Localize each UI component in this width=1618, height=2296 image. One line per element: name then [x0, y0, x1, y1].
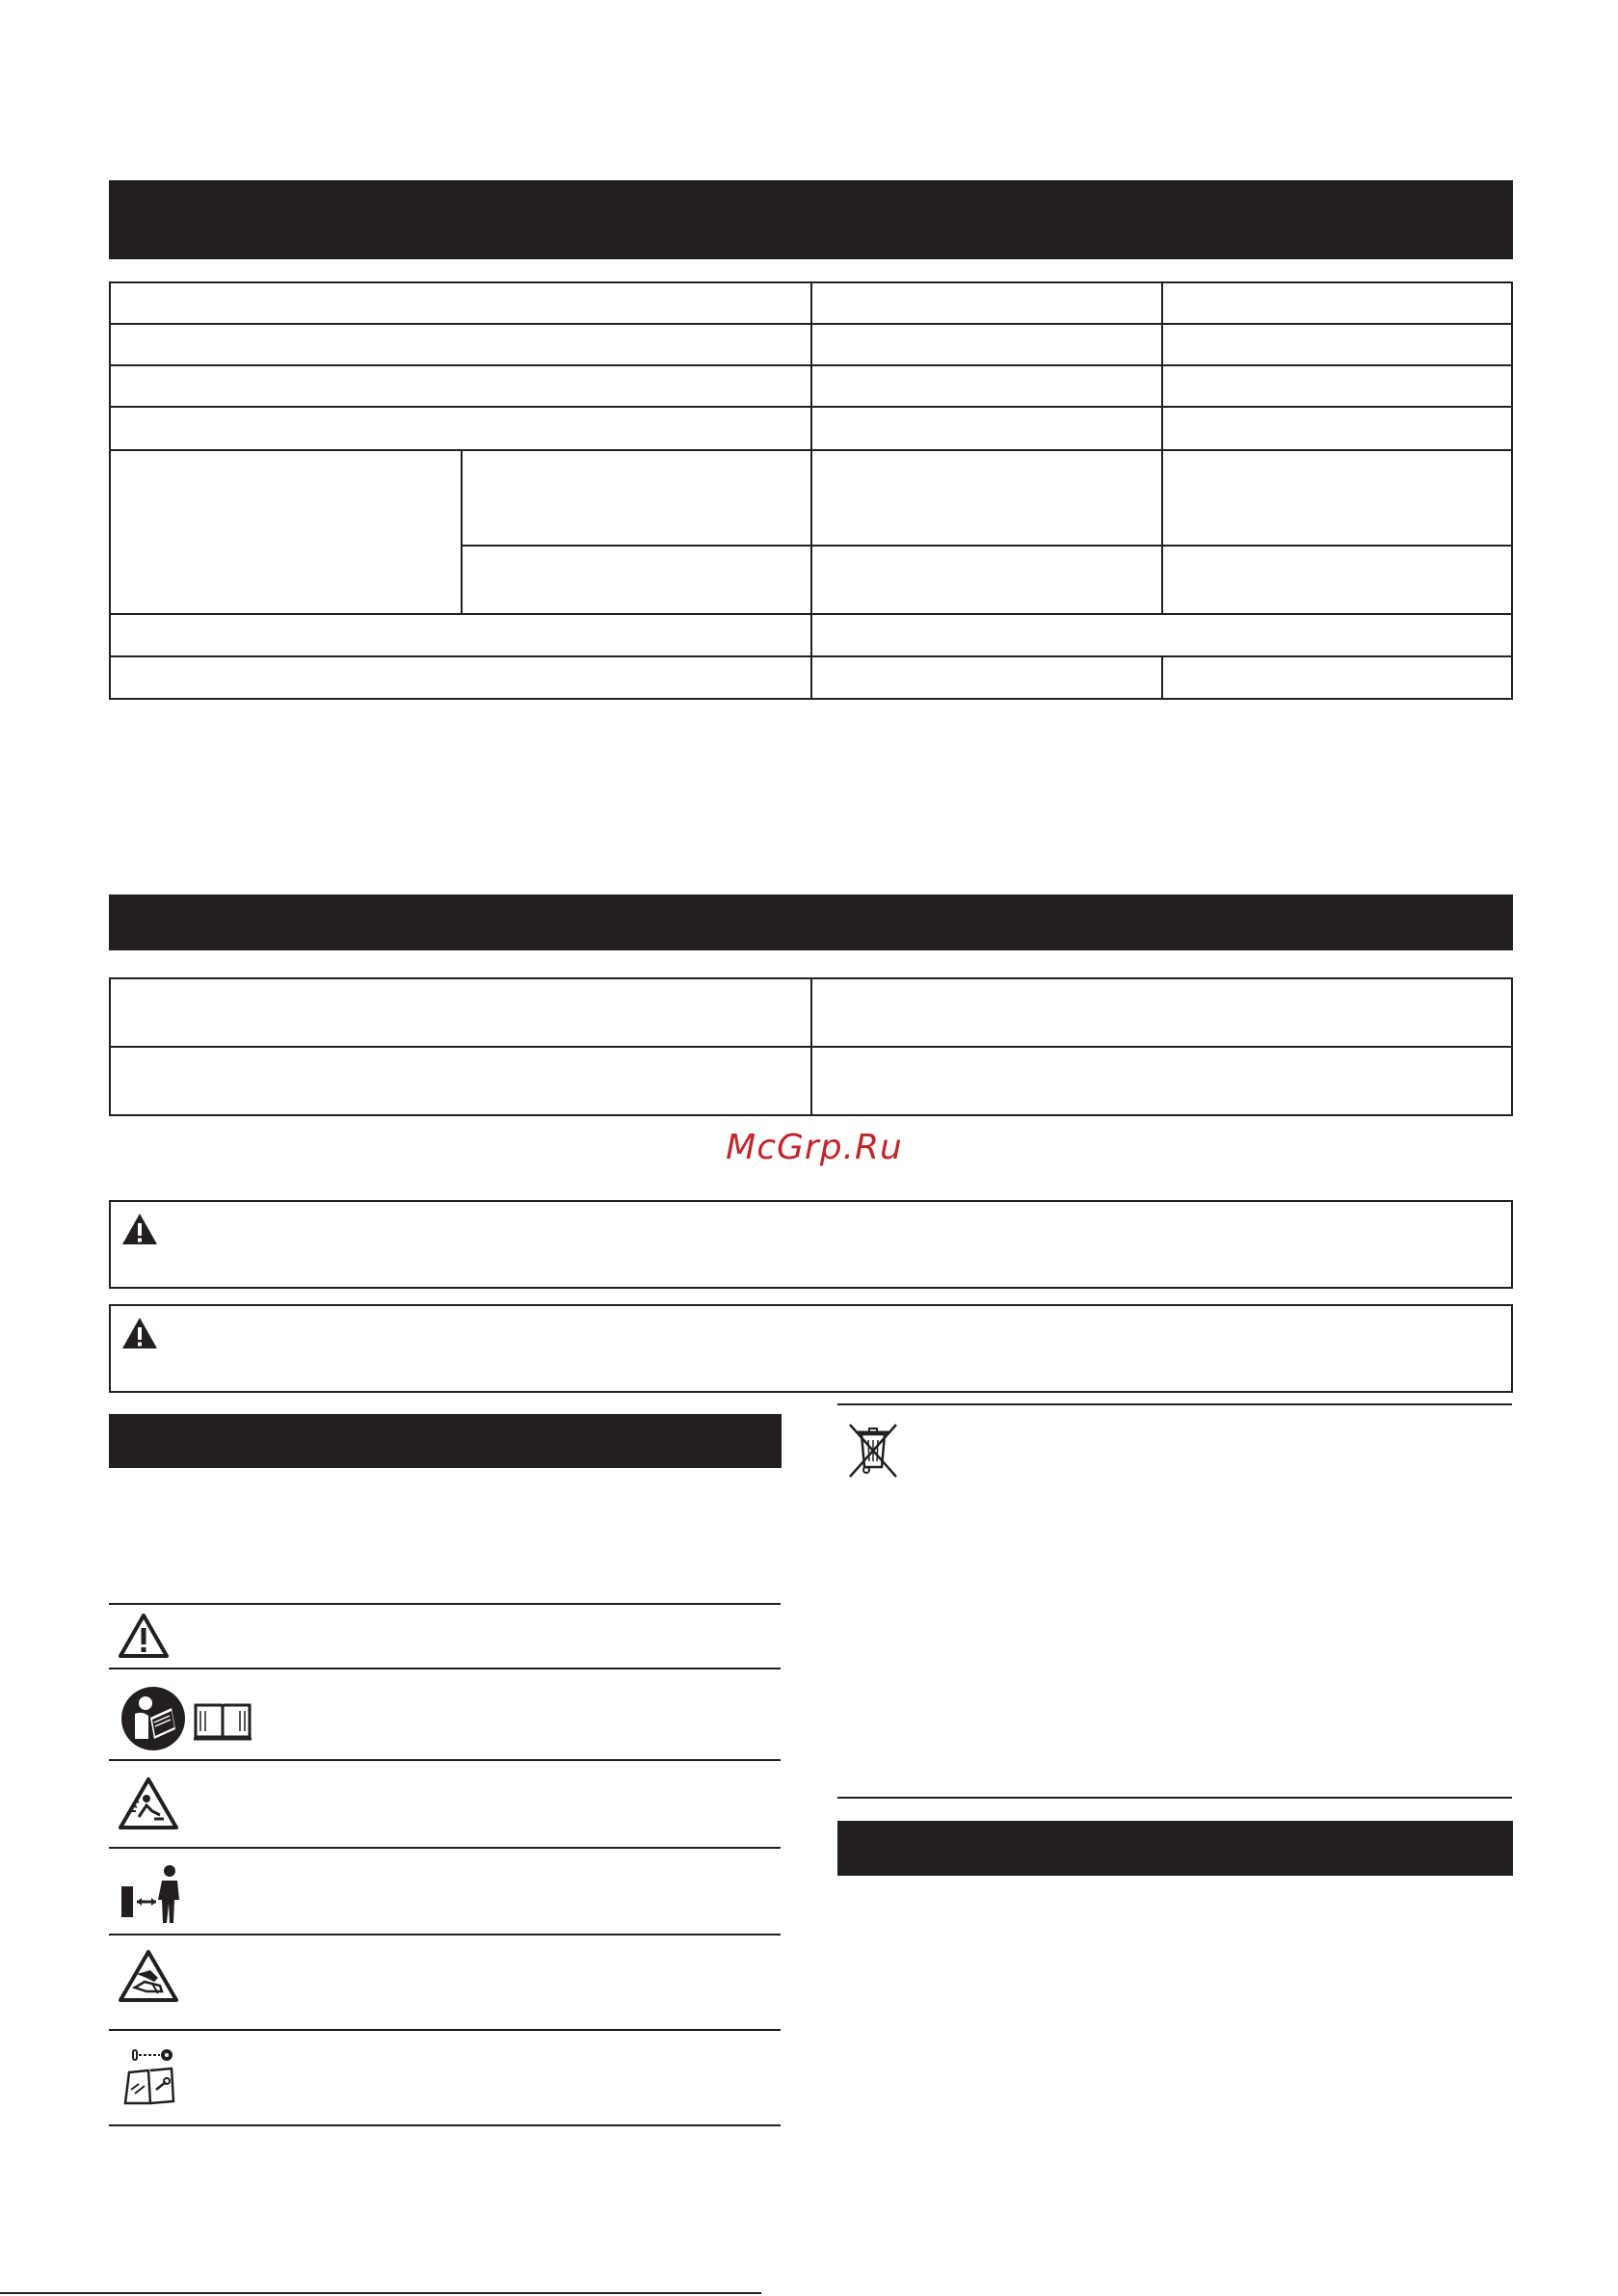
flying-objects-hazard-icon [118, 1776, 179, 1830]
symbol-row-line [109, 1847, 781, 1849]
symbol-row-line [109, 1668, 781, 1669]
symbol-row-line [109, 2029, 781, 2031]
recycling-top-line [837, 1403, 1512, 1405]
spec-column-line [1161, 655, 1163, 700]
specifications-header-bar [109, 180, 1513, 259]
symbols-header-bar [109, 1414, 782, 1468]
watermark-text: McGrp.Ru [726, 1128, 903, 1167]
section-header-bar [109, 894, 1513, 950]
symbol-row-line [109, 1934, 781, 1936]
warning-box [109, 1200, 1513, 1289]
safety-alert-icon [118, 1613, 170, 1659]
warning-triangle-icon [121, 1317, 158, 1349]
recycling-bottom-line [837, 1797, 1512, 1799]
keep-distance-icon [119, 1863, 183, 1925]
spec-column-line [1161, 281, 1163, 613]
symbol-row-line [109, 1603, 781, 1605]
right-section-header-bar [837, 1821, 1513, 1876]
spec-column-line [461, 449, 463, 613]
hand-injury-hazard-icon [118, 1949, 179, 2003]
symbol-row-line [109, 2124, 781, 2126]
read-manual-icon [119, 1685, 187, 1752]
page-bottom-rule [0, 2292, 761, 2294]
symbol-row-line [109, 1759, 781, 1761]
spec-row-line [461, 545, 1513, 547]
info-column-line [810, 977, 812, 1116]
warning-box [109, 1304, 1513, 1393]
warning-triangle-icon [121, 1213, 158, 1245]
spec-column-line [810, 281, 812, 700]
open-book-icon [193, 1700, 252, 1741]
remove-key-before-maintenance-icon [121, 2047, 179, 2109]
crossed-out-bin-icon [846, 1421, 900, 1481]
